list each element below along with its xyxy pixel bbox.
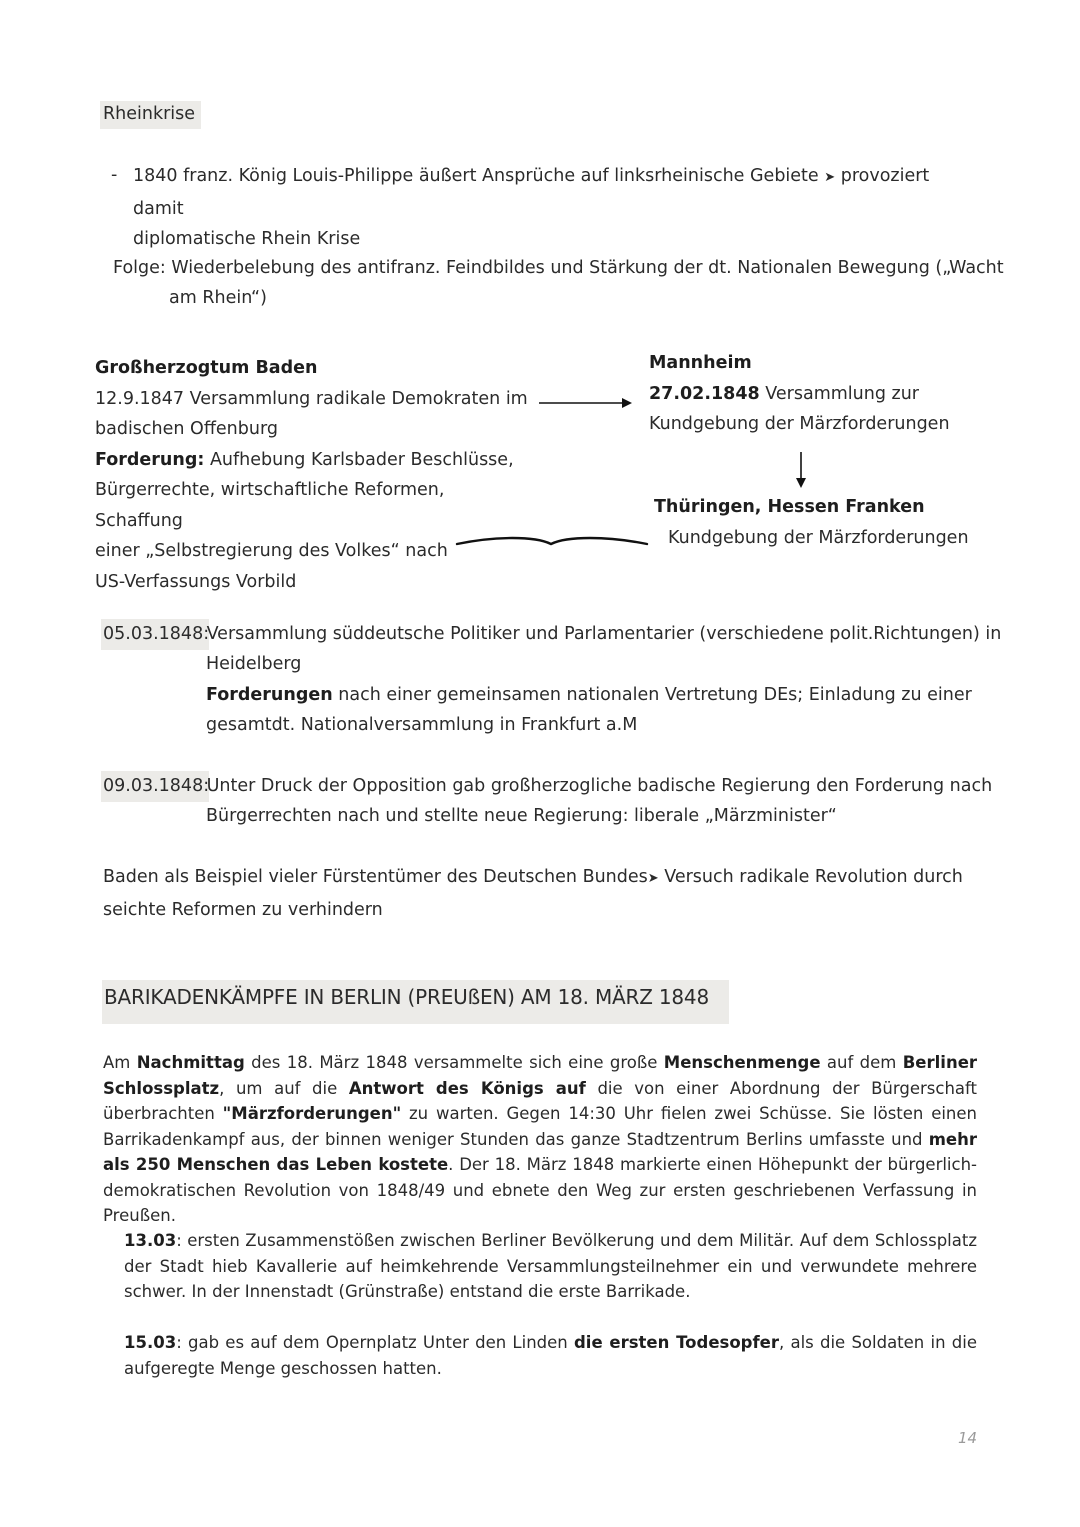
arrow-icon: ➤ — [824, 170, 836, 185]
berlin-detail-1303: 13.03: ersten Zusammenstößen zwischen Berliner Bevölkerung und dem Militär. Auf dem Schlossplatz der Stadt hieb Kavallerie auf heimkehrende Versammlungsteilnehmer ein und verwundete mehrere schwer. In der Innenstadt (Grünstraße) entstand die erste Barrikade. — [124, 1231, 977, 1301]
event-0503-line2: Heidelberg — [206, 654, 302, 674]
rheinkrise-bullet-line2: diplomatische Rhein Krise — [133, 229, 361, 249]
berlin-heading-text: BARIKADENKÄMPFE IN BERLIN (PREUßEN) AM 18. MÄRZ 1848 — [104, 985, 709, 1009]
baden-summary-line2: seichte Reformen zu verhindern — [103, 899, 383, 920]
thueringen-title: Thüringen, Hessen Franken — [654, 497, 925, 517]
page-number: 14 — [958, 1429, 978, 1447]
event-0503-body — [206, 649, 986, 741]
event-date-0903: 09.03.1848: — [101, 771, 209, 802]
baden-line4: Bürgerrechte, wirtschaftliche Reformen, Schaffung — [95, 480, 445, 531]
baden-line1: 12.9.1847 Versammlung radikale Demokraten im — [95, 388, 528, 409]
arrow-right-icon — [538, 395, 634, 411]
berlin-detail-1503: 15.03: gab es auf dem Opernplatz Unter den Linden die ersten Todesopfer, als die Soldaten in die aufgeregte Menge geschossen hatten. — [124, 1333, 977, 1378]
rheinkrise-bullet — [133, 161, 973, 255]
event-0503-line1: Versammlung süddeutsche Politiker und Parlamentarier (verschiedene polit.Richtungen) in — [201, 624, 1002, 644]
section-heading-berlin — [102, 980, 729, 1024]
arrow-icon: ➤ — [647, 871, 659, 886]
rheinkrise-heading-text: Rheinkrise — [103, 104, 196, 124]
bullet-marker: - — [111, 165, 118, 185]
baden-line3: Forderung: Aufhebung Karlsbader Beschlüsse, — [95, 449, 514, 470]
arrow-down-icon — [793, 451, 809, 489]
mannheim-line1: 27.02.1848 Versammlung zur — [649, 383, 919, 404]
folge-line2: am Rhein“) — [169, 288, 267, 308]
event-date-0503: 05.03.1848: — [101, 619, 209, 650]
mannheim-line2: Kundgebung der Märzforderungen — [649, 414, 950, 434]
baden-summary — [103, 862, 963, 925]
mannheim-block — [649, 348, 979, 440]
baden-line5: einer „Selbstregierung des Volkes“ nach — [95, 541, 448, 561]
berlin-paragraph: Am Nachmittag des 18. März 1848 versammelte sich eine große Menschenmenge auf dem Berliner Schlossplatz, um auf die Antwort des Königs auf die von einer Abordnung der Bürgerschaft überbrachten "Märzforderungen" zu warten. Gegen 14:30 Uhr fielen zwei Schüsse. Sie lösten einen Barrikadenkampf aus, der binnen weniger Stunden das ganze Stadtzentrum Berlins umfasste und mehr als 250 Menschen das Leben kostete. Der 18. März 1848 markierte einen Höhepunkt der bürgerlich-demokratischen Revolution von 1848/49 und ebnete den Weg zur ersten geschriebenen Verfassung in Preußen. — [103, 1053, 978, 1225]
rheinkrise-bullet-line1: 1840 franz. König Louis-Philippe äußert Ansprüche auf linksrheinische Gebiete ➤ provoziert damit — [133, 166, 930, 219]
thueringen-line: Kundgebung der Märzforderungen — [668, 528, 969, 548]
mannheim-title: Mannheim — [649, 353, 752, 373]
baden-line2: badischen Offenburg — [95, 419, 278, 439]
baden-line6: US-Verfassungs Vorbild — [95, 571, 297, 592]
curly-brace-icon — [455, 532, 650, 552]
baden-summary-line1: Baden als Beispiel vieler Fürstentümer des Deutschen Bundes➤ Versuch radikale Revolution durch — [103, 867, 963, 887]
section-heading-rheinkrise — [100, 101, 201, 129]
event-0903-line2: Bürgerrechten nach und stellte neue Regierung: liberale „Märzminister“ — [206, 806, 837, 826]
baden-block — [95, 353, 535, 597]
folge-line1: Folge: Wiederbelebung des antifranz. Feindbildes und Stärkung der dt. Nationalen Bewegung („Wacht — [113, 258, 1004, 278]
baden-title: Großherzogtum Baden — [95, 358, 318, 378]
event-0503-line4: gesamtdt. Nationalversammlung in Frankfurt a.M — [206, 715, 638, 735]
event-0503-line3: Forderungen nach einer gemeinsamen nationalen Vertretung DEs; Einladung zu einer — [206, 684, 972, 705]
event-0903-line1: Unter Druck der Opposition gab großherzogliche badische Regierung den Forderung nach — [201, 776, 993, 796]
